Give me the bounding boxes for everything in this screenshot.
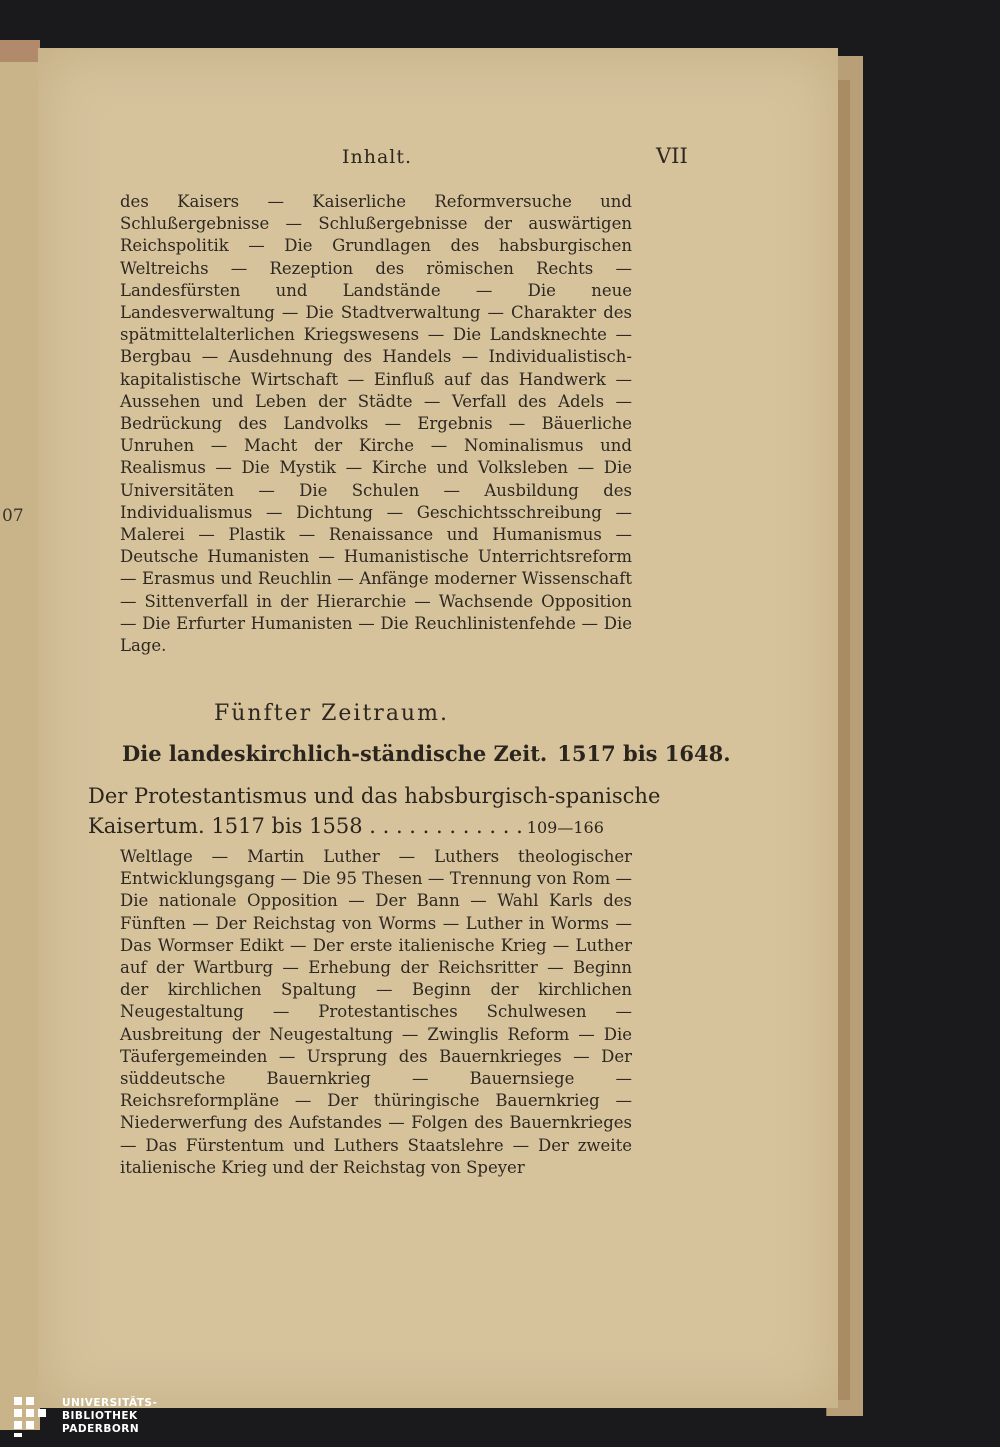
library-logo-line2: BIBLIOTHEK [62, 1410, 138, 1422]
library-logo-text [62, 1397, 157, 1436]
toc-paragraph-continued: des Kaisers — Kaiserliche Reformversuche und Schlußergebnisse — Schlußergebnisse der auswärtigen Reichspolitik — Die Grundlagen des habsburgischen Weltreichs — Rezeption des römischen Rechts — Landesfürsten und Landstände — Die neue Landesverwaltung — Die Stadtverwaltung — Charakter des spätmittelalterlichen Kriegswesens — Die Landsknechte — Bergbau — Ausdehnung des Handels — Individualistisch-kapitalistische Wirtschaft — Einfluß auf das Handwerk — Aussehen und Leben der Städte — Verfall des Adels — Bedrückung des Landvolks — Ergebnis — Bäuerliche Unruhen — Macht der Kirche — Nominalismus und Realismus — Die Mystik — Kirche und Volksleben — Die Universitäten — Die Schulen — Ausbildung des Individualismus — Dichtung — Geschichtsschreibung — Malerei — Plastik — Renaissance und Humanismus — Deutsche Humanisten — Humanistische Unterrichtsreform — Erasmus und Reuchlin — Anfänge moderner Wissenschaft — Sittenverfall in der Hierarchie — Wachsende Opposition — Die Erfurter Humanisten — Die Reuchlinistenfehde — Die Lage. [120, 192, 632, 656]
left-page-edge [0, 40, 40, 1430]
library-logo-line3: PADERBORN [62, 1423, 140, 1435]
library-logo [14, 1395, 174, 1441]
chapter-leader-dots: . . . . . . . . . . . . [362, 814, 523, 838]
chapter-contents-paragraph: Weltlage — Martin Luther — Luthers theologischer Entwicklungsgang — Die 95 Thesen — Trennung von Rom — Die nationale Opposition — Der Bann — Wahl Karls des Fünften — Der Reichstag von Worms — Luther in Worms — Das Wormser Edikt — Der erste italienische Krieg — Luther auf der Wartburg — Erhebung der Reichsritter — Beginn der kirchlichen Spaltung — Beginn der kirchlichen Neugestaltung — Protestantisches Schulwesen — Ausbreitung der Neugestaltung — Zwinglis Reform — Die Täufergemeinden — Ursprung des Bauernkrieges — Der süddeutsche Bauernkrieg — Bauernsiege — Reichsreformpläne — Der thüringische Bauernkrieg — Niederwerfung des Aufstandes — Folgen des Bauernkrieges — Das Fürstentum und Luthers Staatslehre — Der zweite italienische Krieg und der Reichstag von Speyer [120, 847, 632, 1177]
section-heading: Fünfter Zeitraum. [214, 701, 449, 726]
book-cover-inner-edge [836, 80, 850, 1400]
library-logo-icon [14, 1397, 50, 1437]
left-page-fragment: 07 [2, 506, 24, 526]
chapter-title-line2 [88, 812, 604, 842]
chapter-title-line1: Der Protestantismus und das habsburgisch-spanische [88, 784, 661, 808]
page-number: VII [656, 144, 688, 168]
chapter-title-text: Kaisertum. 1517 bis 1558 [88, 814, 363, 838]
era-heading-text: Die landeskirchlich-ständische Zeit. [122, 741, 548, 766]
page-title: Inhalt. [342, 146, 413, 168]
library-logo-line1: UNIVERSITÄTS- [62, 1397, 158, 1409]
book-spine [0, 40, 40, 62]
era-heading-years: 1517 bis 1648. [557, 741, 731, 766]
era-heading [122, 741, 731, 766]
chapter-title [88, 782, 688, 838]
chapter-page-range: 109—166 [526, 818, 604, 837]
